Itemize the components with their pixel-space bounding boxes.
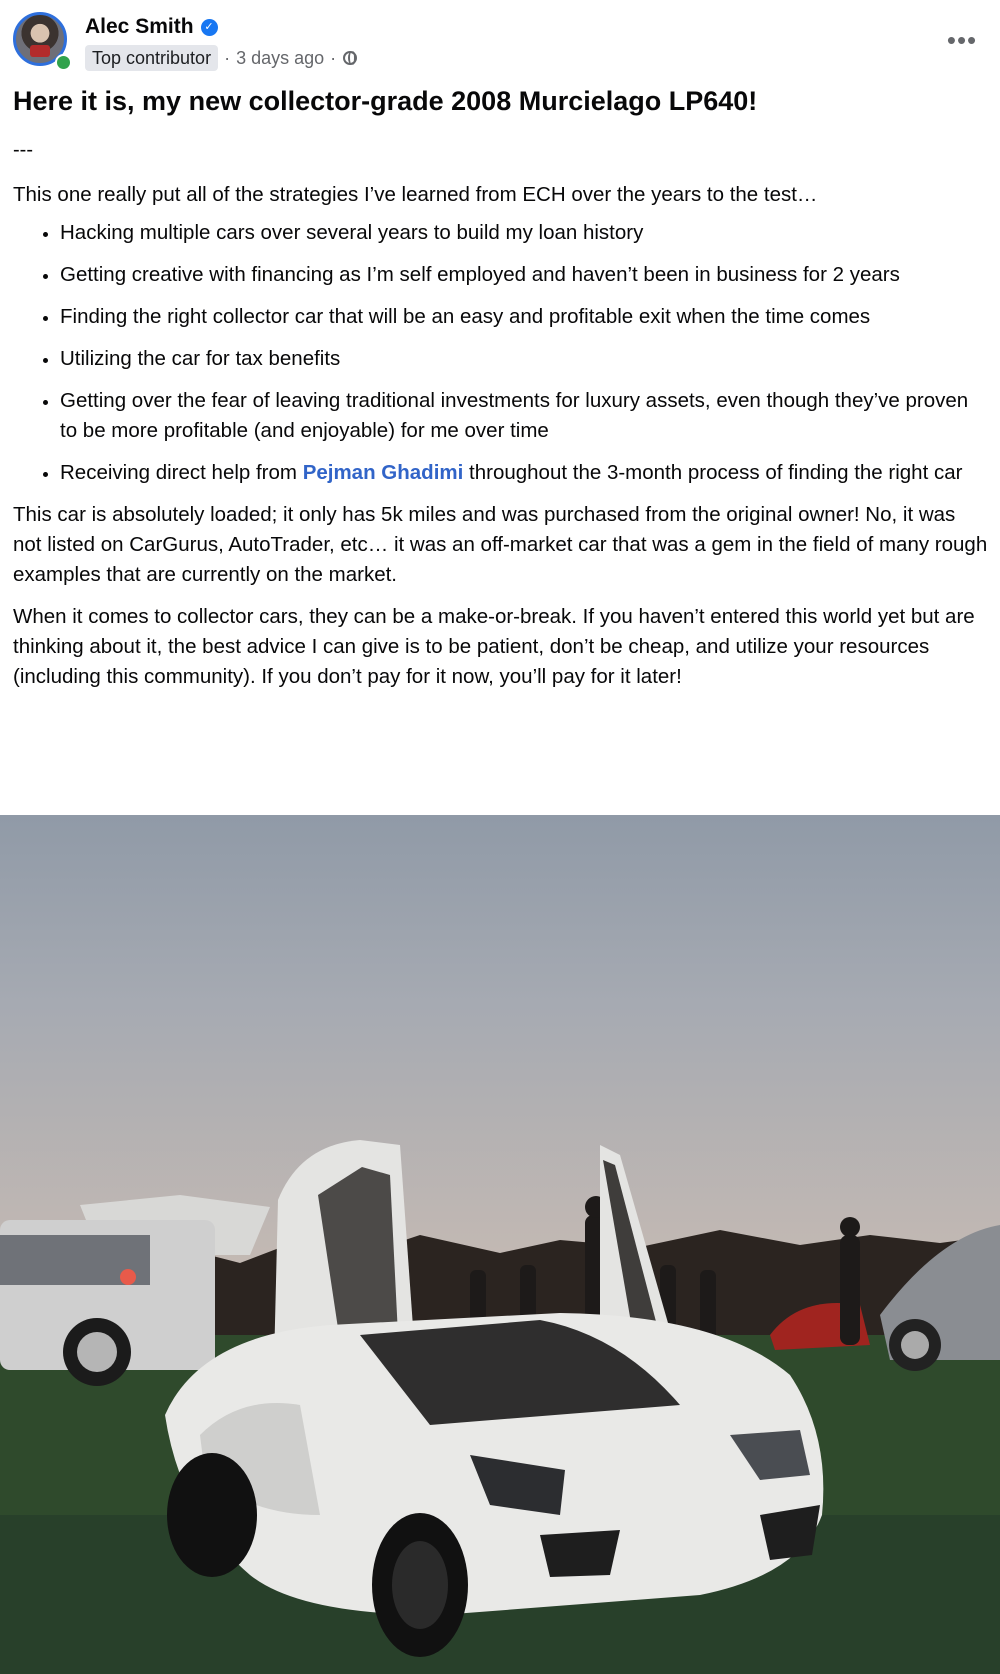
meta-separator: · (330, 48, 337, 68)
post-paragraph: When it comes to collector cars, they can be a make-or-break. If you haven’t entered this world yet but are thinking about it, the best advice I can give is to be patient, don’t be cheap, and utilize your resources (including this community). If you don’t pay for it now, you’ll pay for it later! (13, 605, 975, 688)
post-meta (85, 45, 357, 71)
more-options-icon: ••• (946, 25, 978, 55)
text-divider: --- (13, 139, 33, 161)
post-body (13, 180, 988, 704)
globe-icon[interactable] (343, 51, 357, 65)
mention-link[interactable]: Pejman Ghadimi (302, 461, 464, 484)
list-item-text: Receiving direct help from (60, 461, 303, 484)
online-status-icon (55, 54, 72, 71)
post-intro: This one really put all of the strategies I’ve learned from ECH over the years to the test… (13, 183, 818, 206)
verified-badge-icon: ✓ (201, 19, 218, 36)
list-item-text: throughout the 3-month process of finding the right car (463, 461, 963, 484)
post-title: Here it is, my new collector-grade 2008 Murcielago LP640! (13, 86, 758, 116)
list-item: • Getting creative with financing as I’m self employed and haven’t been in business for 2 years (60, 260, 988, 290)
meta-separator: · (224, 48, 231, 68)
white-suv (0, 1220, 215, 1386)
author-name[interactable]: Alec Smith (85, 15, 194, 38)
top-contributor-badge[interactable]: Top contributor (85, 45, 218, 71)
post-timestamp[interactable]: 3 days ago (236, 48, 325, 68)
post-header (13, 10, 988, 72)
car-photo-illustration (0, 815, 1000, 1674)
post-photo[interactable] (0, 815, 1000, 1674)
post-paragraph: This car is absolutely loaded; it only has 5k miles and was purchased from the original owner! No, it was not listed on CarGurus, AutoTrader, etc… it was an off-market car that was a gem in the field of many rough examples that are currently on the market. (13, 503, 988, 586)
list-item: • Getting over the fear of leaving traditional investments for luxury assets, even though they’ve proven to be more profitable (and enjoyable) for me over time (60, 386, 988, 446)
more-options-button[interactable] (944, 25, 980, 55)
author-name-row (85, 14, 218, 40)
list-item (60, 458, 988, 488)
list-item: • Finding the right collector car that will be an easy and profitable exit when the time comes (60, 302, 988, 332)
list-item: • Hacking multiple cars over several years to build my loan history (60, 218, 988, 248)
strategy-list (13, 218, 988, 488)
list-item: • Utilizing the car for tax benefits (60, 344, 988, 374)
